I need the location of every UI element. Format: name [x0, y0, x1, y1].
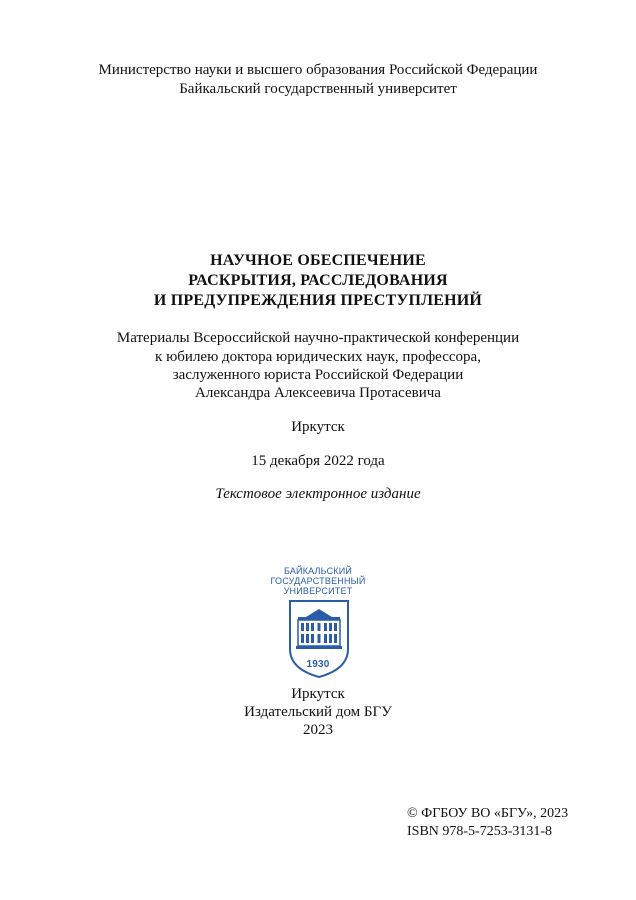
imprint-year: 2023: [303, 722, 333, 738]
conference-city: Иркутск: [291, 419, 345, 435]
university-line: Байкальский государственный университет: [179, 81, 457, 97]
logo-year: 1930: [306, 659, 330, 670]
logo-text-line-2: ГОСУДАРСТВЕННЫЙ: [270, 576, 366, 586]
isbn-line: ISBN 978-5-7253-3131-8: [407, 824, 553, 839]
imprint-publisher: Издательский дом БГУ: [244, 704, 392, 720]
subtitle-line-2: к юбилею доктора юридических наук, профессора,: [155, 349, 481, 365]
subtitle-line-3: заслуженного юриста Российской Федерации: [172, 367, 464, 383]
subtitle-line-4: Александра Алексеевича Протасевича: [195, 385, 441, 401]
ministry-line: Министерство науки и высшего образования Российской Федерации: [98, 62, 538, 78]
edition-type: Текстовое электронное издание: [215, 486, 421, 502]
conference-date: 15 декабря 2022 года: [251, 453, 385, 469]
copyright-line: © ФГБОУ ВО «БГУ», 2023: [407, 806, 569, 821]
title-line-3: И ПРЕДУПРЕЖДЕНИЯ ПРЕСТУПЛЕНИЙ: [153, 292, 483, 309]
title-line-1: НАУЧНОЕ ОБЕСПЕЧЕНИЕ: [210, 252, 426, 269]
logo-text-line-1: БАЙКАЛЬСКИЙ: [283, 566, 353, 576]
imprint-city: Иркутск: [291, 686, 345, 702]
logo-text-line-3: УНИВЕРСИТЕТ: [283, 586, 353, 596]
subtitle-line-1: Материалы Всероссийской научно-практической конференции: [116, 330, 520, 346]
title-line-2: РАСКРЫТИЯ, РАССЛЕДОВАНИЯ: [188, 272, 448, 289]
